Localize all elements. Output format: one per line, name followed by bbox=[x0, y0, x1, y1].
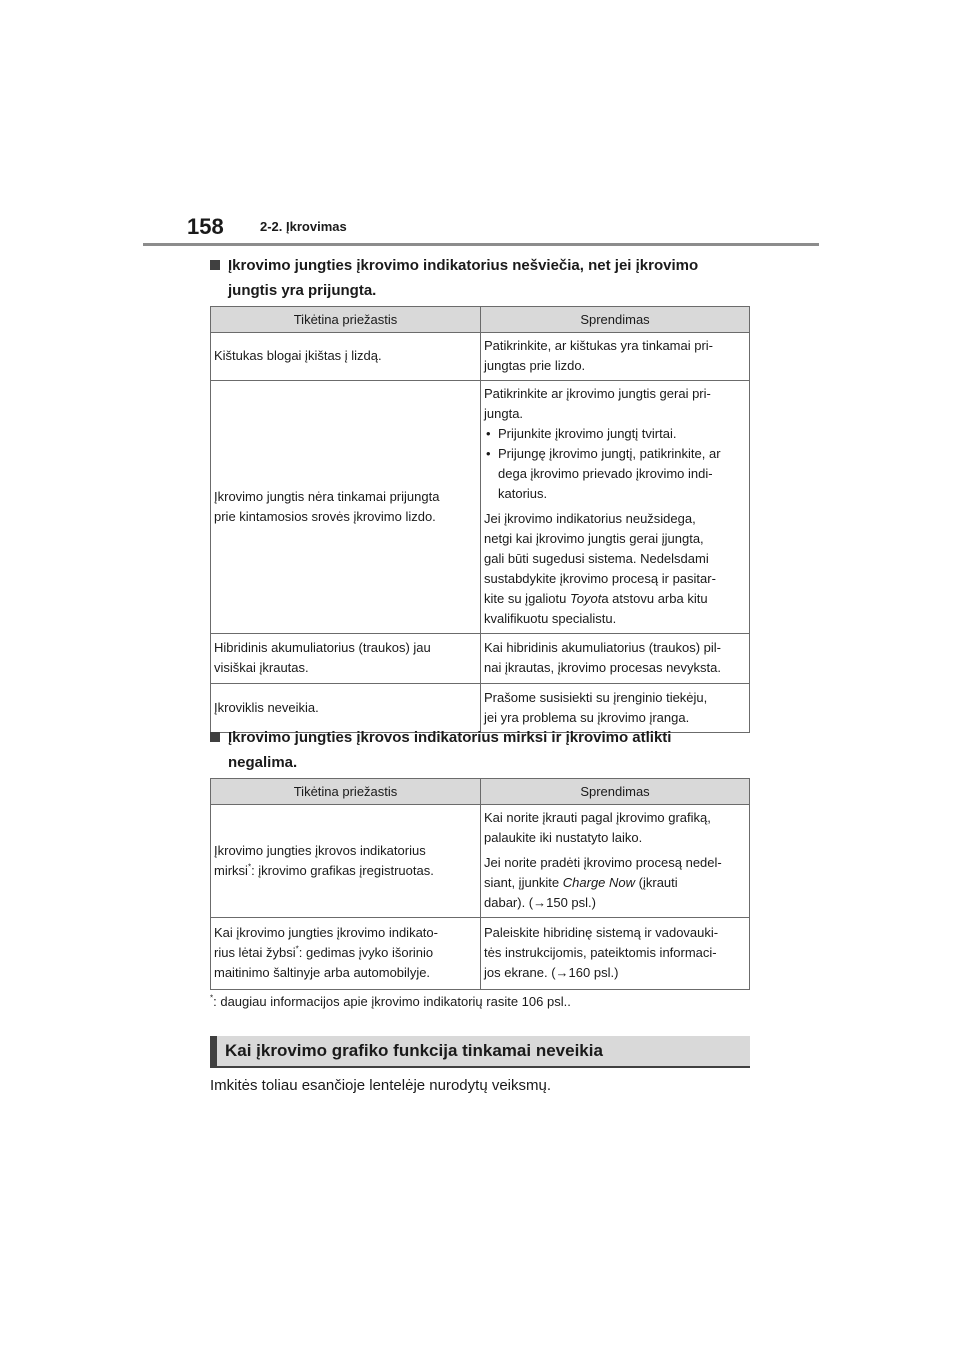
text-line: Įkrovimo jungtis nėra tinkamai prijungta bbox=[214, 488, 440, 504]
list-item: • Prijunkite įkrovimo jungtį tvirtai. bbox=[484, 424, 746, 444]
table-charging-indicator-blinking bbox=[210, 778, 750, 990]
text-line: : įkrovimo grafikas įregistruotas. bbox=[251, 862, 434, 878]
text-line: a atstovu arba kitu bbox=[601, 591, 708, 606]
cause-cell: Įkroviklis neveikia. bbox=[211, 684, 481, 733]
column-header-solution: Sprendimas bbox=[481, 779, 750, 805]
text-line: prie kintamosios srovės įkrovimo lizdo. bbox=[214, 508, 436, 524]
section-label: 2-2. Įkrovimas bbox=[260, 219, 347, 234]
text-line: visiškai įkrautas. bbox=[214, 660, 309, 675]
page-number: 158 bbox=[187, 214, 224, 239]
text-line: rius lėtai žybsi bbox=[214, 945, 296, 960]
text-line: katorius. bbox=[498, 486, 548, 501]
footnote-marker: * bbox=[295, 944, 299, 954]
footnote-text: : daugiau informacijos apie įkrovimo indikatorių rasite 106 psl.. bbox=[213, 994, 571, 1009]
header-rule bbox=[143, 243, 819, 246]
text-line: dega įkrovimo prievado įkrovimo indi- bbox=[498, 466, 713, 481]
section2-heading bbox=[210, 725, 770, 775]
list-item bbox=[484, 444, 746, 504]
charge-now-label: Charge Now bbox=[562, 875, 636, 890]
text-line: mirksi bbox=[214, 862, 248, 878]
cause-cell bbox=[211, 634, 481, 684]
body-paragraph: Imkitės toliau esančioje lentelėje nurodytų veiksmų. bbox=[210, 1077, 552, 1094]
footnote-marker: * bbox=[247, 862, 252, 872]
footnote bbox=[210, 994, 571, 1009]
solution-intro bbox=[484, 384, 746, 424]
cause-cell bbox=[211, 918, 481, 990]
text-line: jungtas prie lizdo. bbox=[484, 358, 586, 373]
text-line: Kai norite įkrauti pagal įkrovimo grafiką, bbox=[484, 810, 711, 825]
column-header-cause: Tikėtina priežastis bbox=[211, 779, 481, 805]
table-charging-indicator-off bbox=[210, 306, 750, 733]
solution-cell bbox=[481, 634, 750, 684]
solution-paragraph bbox=[484, 808, 746, 848]
cause-cell: Kištukas blogai įkištas į lizdą. bbox=[211, 333, 481, 381]
text-line: maitinimo šaltinyje arba automobilyje. bbox=[214, 965, 431, 980]
section2-heading-line1: Įkrovimo jungties įkrovos indikatorius mirksi ir įkrovimo atlikti bbox=[228, 729, 672, 746]
text-line: Įkrovimo jungties įkrovos indikatorius bbox=[214, 842, 426, 858]
text-line: Patikrinkite, ar kištukas yra tinkamai pri- bbox=[484, 338, 714, 353]
table-row bbox=[211, 805, 750, 918]
brand-name: Toyot bbox=[570, 591, 602, 606]
cause-cell bbox=[211, 805, 481, 918]
table-row bbox=[211, 634, 750, 684]
text-line: jei yra problema su įkrovimo įranga. bbox=[484, 709, 690, 725]
text-line: nai įkrautas, įkrovimo procesas nevyksta. bbox=[484, 660, 721, 675]
bullet-list bbox=[484, 424, 746, 504]
column-header-cause: Tikėtina priežastis bbox=[211, 307, 481, 333]
text-line: Patikrinkite ar įkrovimo jungtis gerai pri- bbox=[484, 386, 711, 401]
text-line: netgi kai įkrovimo jungtis gerai įjungta, bbox=[484, 531, 704, 546]
text-line: (įkrauti bbox=[635, 875, 678, 890]
section-banner bbox=[210, 1036, 750, 1068]
table-row bbox=[211, 381, 750, 634]
footnote-marker: * bbox=[210, 993, 214, 1003]
text-line: sustabdykite įkrovimo procesą ir pasitar- bbox=[484, 571, 716, 586]
text-line: dabar). (→150 psl.) bbox=[484, 895, 596, 910]
text-line: Kai įkrovimo jungties įkrovimo indikato- bbox=[214, 925, 438, 940]
text-line: Kai hibridinis akumuliatorius (traukos) pil- bbox=[484, 640, 721, 655]
text-line: palaukite iki nustatyto laiko. bbox=[484, 830, 643, 845]
text-line: siant, įjunkite bbox=[484, 875, 563, 890]
section1-heading-line1: Įkrovimo jungties įkrovimo indikatorius nešviečia, net jei įkrovimo bbox=[228, 257, 699, 274]
text-line: Jei norite pradėti įkrovimo procesą nedel- bbox=[484, 855, 722, 870]
section1-heading-line2: jungtis yra prijungta. bbox=[228, 282, 377, 299]
text-line: kvalifikuotu specialistu. bbox=[484, 611, 617, 626]
text-line: Hibridinis akumuliatorius (traukos) jau bbox=[214, 640, 431, 655]
text-line: : gedimas įvyko išorinio bbox=[298, 945, 434, 960]
solution-cell bbox=[481, 381, 750, 634]
cause-cell bbox=[211, 381, 481, 634]
table-row bbox=[211, 333, 750, 381]
table-header-row bbox=[211, 779, 750, 805]
text-line: kite su įgaliotu bbox=[484, 591, 570, 606]
text-line: Prašome susisiekti su įrenginio tiekėju, bbox=[484, 689, 708, 705]
column-header-solution: Sprendimas bbox=[481, 307, 750, 333]
text-line: Paleiskite hibridinę sistemą ir vadovauki- bbox=[484, 925, 719, 940]
banner-accent-bar bbox=[210, 1036, 217, 1066]
section2-heading-line2: negalima. bbox=[228, 754, 298, 771]
solution-cell bbox=[481, 918, 750, 990]
text-line: Prijungę įkrovimo jungtį, patikrinkite, ar bbox=[498, 446, 721, 461]
section1-heading bbox=[210, 253, 770, 303]
square-bullet-icon bbox=[210, 732, 220, 742]
text-line: gali būti sugedusi sistema. Nedelsdami bbox=[484, 551, 709, 566]
banner-title: Kai įkrovimo grafiko funkcija tinkamai neveikia bbox=[225, 1041, 603, 1060]
table-header-row bbox=[211, 307, 750, 333]
solution-note bbox=[484, 509, 746, 629]
square-bullet-icon bbox=[210, 260, 220, 270]
text-line: jungta. bbox=[484, 406, 524, 421]
solution-cell bbox=[481, 333, 750, 381]
table-row bbox=[211, 918, 750, 990]
solution-paragraph bbox=[484, 853, 746, 913]
text-line: tės instrukcijomis, pateiktomis informaci- bbox=[484, 945, 717, 960]
text-line: Jei įkrovimo indikatorius neužsidega, bbox=[484, 511, 696, 526]
text-line: jos ekrane. (→160 psl.) bbox=[484, 965, 619, 980]
solution-cell bbox=[481, 805, 750, 918]
